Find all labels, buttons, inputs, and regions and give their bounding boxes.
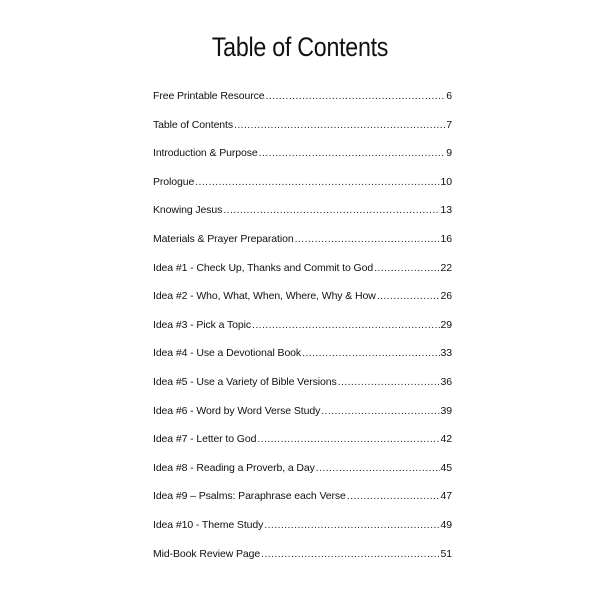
- toc-entry-title: Idea #6 - Word by Word Verse Study: [153, 404, 321, 417]
- dot-leader: [266, 89, 446, 103]
- toc-entry-page: 26: [440, 290, 452, 303]
- dot-leader: [261, 547, 439, 561]
- toc-entry-page: 22: [440, 261, 452, 274]
- toc-entry-title: Idea #10 - Theme Study: [153, 518, 264, 531]
- toc-entry: [153, 404, 452, 433]
- toc-entry-page: 42: [440, 433, 452, 446]
- toc-entry-title: Idea #2 - Who, What, When, Where, Why & How: [153, 290, 376, 303]
- toc-entry-page: 49: [440, 518, 452, 531]
- toc-entry: [153, 175, 452, 204]
- toc-entry: [153, 547, 452, 576]
- toc-entry: [153, 489, 452, 518]
- page-title: Table of Contents: [211, 32, 389, 62]
- toc-entry-title: Idea #4 - Use a Devotional Book: [153, 347, 302, 360]
- toc-entry: [153, 461, 452, 490]
- dot-leader: [223, 203, 439, 217]
- dot-leader: [257, 432, 439, 446]
- dot-leader: [259, 146, 446, 160]
- toc-entry-page: 6: [446, 90, 452, 102]
- toc-entry-title: Introduction & Purpose: [153, 147, 258, 160]
- dot-leader: [374, 261, 439, 275]
- toc-entry-page: 7: [446, 118, 452, 131]
- dot-leader: [295, 232, 440, 246]
- toc-entry: [153, 432, 452, 461]
- toc-entry: [153, 261, 452, 290]
- toc-entry-page: 29: [440, 318, 452, 331]
- toc-entry-page: 51: [440, 547, 452, 560]
- dot-leader: [338, 375, 440, 389]
- dot-leader: [347, 489, 440, 503]
- toc-entry-title: Idea #1 - Check Up, Thanks and Commit to God: [153, 261, 374, 274]
- toc-entry: [153, 375, 452, 404]
- dot-leader: [302, 346, 439, 360]
- toc-entry-page: 10: [440, 175, 452, 188]
- dot-leader: [234, 118, 445, 132]
- toc-entry-title: Idea #5 - Use a Variety of Bible Versions: [153, 375, 337, 388]
- toc-entry: [153, 232, 452, 261]
- toc-entry-page: 45: [440, 461, 452, 474]
- dot-leader: [264, 518, 439, 532]
- toc-entry-title: Idea #9 – Psalms: Paraphrase each Verse: [153, 490, 346, 503]
- toc-entry-title: Idea #8 - Reading a Proverb, a Day: [153, 461, 315, 474]
- toc-entry-title: Free Printable Resource: [153, 90, 265, 102]
- toc-entry: [153, 318, 452, 347]
- toc-entry-page: 36: [440, 375, 452, 388]
- toc-entry-page: 47: [440, 490, 452, 503]
- toc-entry-title: Materials & Prayer Preparation: [153, 232, 294, 245]
- dot-leader: [252, 318, 440, 332]
- toc-entry: [153, 346, 452, 375]
- dot-leader: [377, 289, 440, 303]
- toc-entry-page: 9: [446, 147, 452, 160]
- toc-entry-title: Table of Contents: [153, 118, 234, 131]
- toc-entry-page: 33: [440, 347, 452, 360]
- toc-entry-title: Knowing Jesus: [153, 204, 223, 217]
- toc-entry: [153, 118, 452, 147]
- toc-entry-title: Prologue: [153, 175, 195, 188]
- dot-leader: [321, 404, 439, 418]
- toc-entry: [153, 289, 452, 318]
- toc-entry: [153, 89, 452, 118]
- table-of-contents: [153, 89, 452, 575]
- toc-entry: [153, 518, 452, 547]
- toc-entry: [153, 146, 452, 175]
- toc-entry-title: Idea #7 - Letter to God: [153, 433, 257, 446]
- toc-entry-page: 16: [440, 232, 452, 245]
- toc-entry-page: 39: [440, 404, 452, 417]
- dot-leader: [195, 175, 439, 189]
- dot-leader: [316, 461, 440, 475]
- toc-entry-title: Idea #3 - Pick a Topic: [153, 318, 251, 331]
- toc-entry-page: 13: [440, 204, 452, 217]
- toc-entry-title: Mid-Book Review Page: [153, 547, 261, 560]
- toc-entry: [153, 203, 452, 232]
